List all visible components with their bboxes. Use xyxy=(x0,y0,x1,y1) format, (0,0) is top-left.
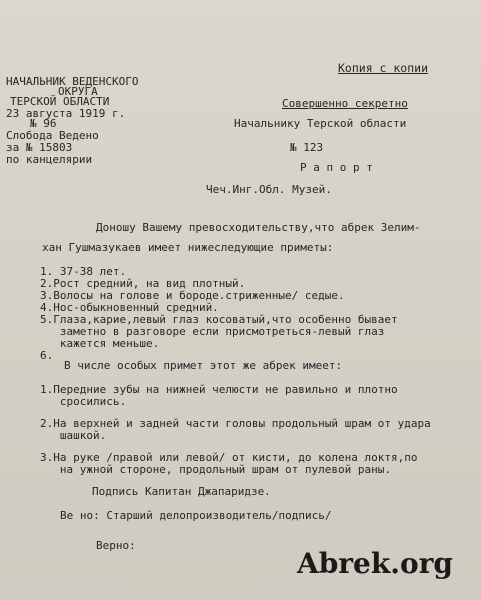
report-number: № 123 xyxy=(290,141,324,154)
issuer-number: № 96 xyxy=(30,117,57,130)
issuer-line: ОКРУГА xyxy=(58,85,98,98)
issuer-place: Слобода Ведено xyxy=(6,129,99,142)
issuer-line: НАЧАЛЬНИК ВЕДЕНСКОГО xyxy=(6,75,139,88)
intro-line: хан Гушмазукаев имеет нижеследующие приметы: xyxy=(42,241,334,254)
issuer-date: 23 августа 1919 г. xyxy=(6,107,126,120)
special-heading: В числе особых примет этот же абрек имеет: xyxy=(64,359,343,372)
list-item: 3.Волосы на голове и бороде.стриженные/ седые. xyxy=(40,289,345,302)
list-item: 1. 37-38 лет. xyxy=(40,265,127,278)
signature-line: Подпись Капитан Джапаридзе. xyxy=(92,485,271,498)
list-item: заметно в разговоре если присмотреться-левый глаз xyxy=(40,325,385,338)
list-item: 1.Передние зубы на нижней челюсти не равильно и плотно xyxy=(40,383,398,396)
list-item: 2.На верхней и задней части головы продольный шрам от удара xyxy=(40,417,431,430)
list-item: 4.Нос-обыкновенный средний. xyxy=(40,301,219,314)
list-item: 5.Глаза,карие,левый глаз косоватый,что особенно бывает xyxy=(40,313,398,326)
list-item: шашкой. xyxy=(40,429,107,442)
site-watermark: Abrek.org xyxy=(296,547,453,580)
issuer-dept: по канцелярии xyxy=(6,153,93,166)
copy-note: Копия с копии xyxy=(338,61,429,75)
document-title: Р а п о р т xyxy=(300,161,373,174)
intro-line: Доношу Вашему превосходительству,что абрек Зелим- xyxy=(96,221,421,234)
issuer-line: ТЕРСКОЙ ОБЛАСТИ xyxy=(10,95,110,108)
secrecy-label: Совершенно секретно xyxy=(282,97,408,110)
list-item: 3.На руке /правой или левой/ от кисти, до колена локтя,по xyxy=(40,451,418,464)
list-item: сросились. xyxy=(40,395,127,408)
list-item: 2.Рост средний, на вид плотный. xyxy=(40,277,246,290)
list-item: на ужной стороне, продольный шрам от пулевой раны. xyxy=(40,463,391,476)
list-item: 6. xyxy=(40,349,54,362)
list-item: кажется меньше. xyxy=(40,337,160,350)
routing-note: Чеч.Инг.Обл. Музей. xyxy=(206,183,332,196)
verification-line: Ве но: Старший делопроизводитель/подпись/ xyxy=(60,509,332,522)
issuer-ref: за № 15803 xyxy=(6,141,73,154)
copy-verified: Верно: xyxy=(96,539,136,552)
addressee: Начальнику Терской области xyxy=(234,117,407,130)
